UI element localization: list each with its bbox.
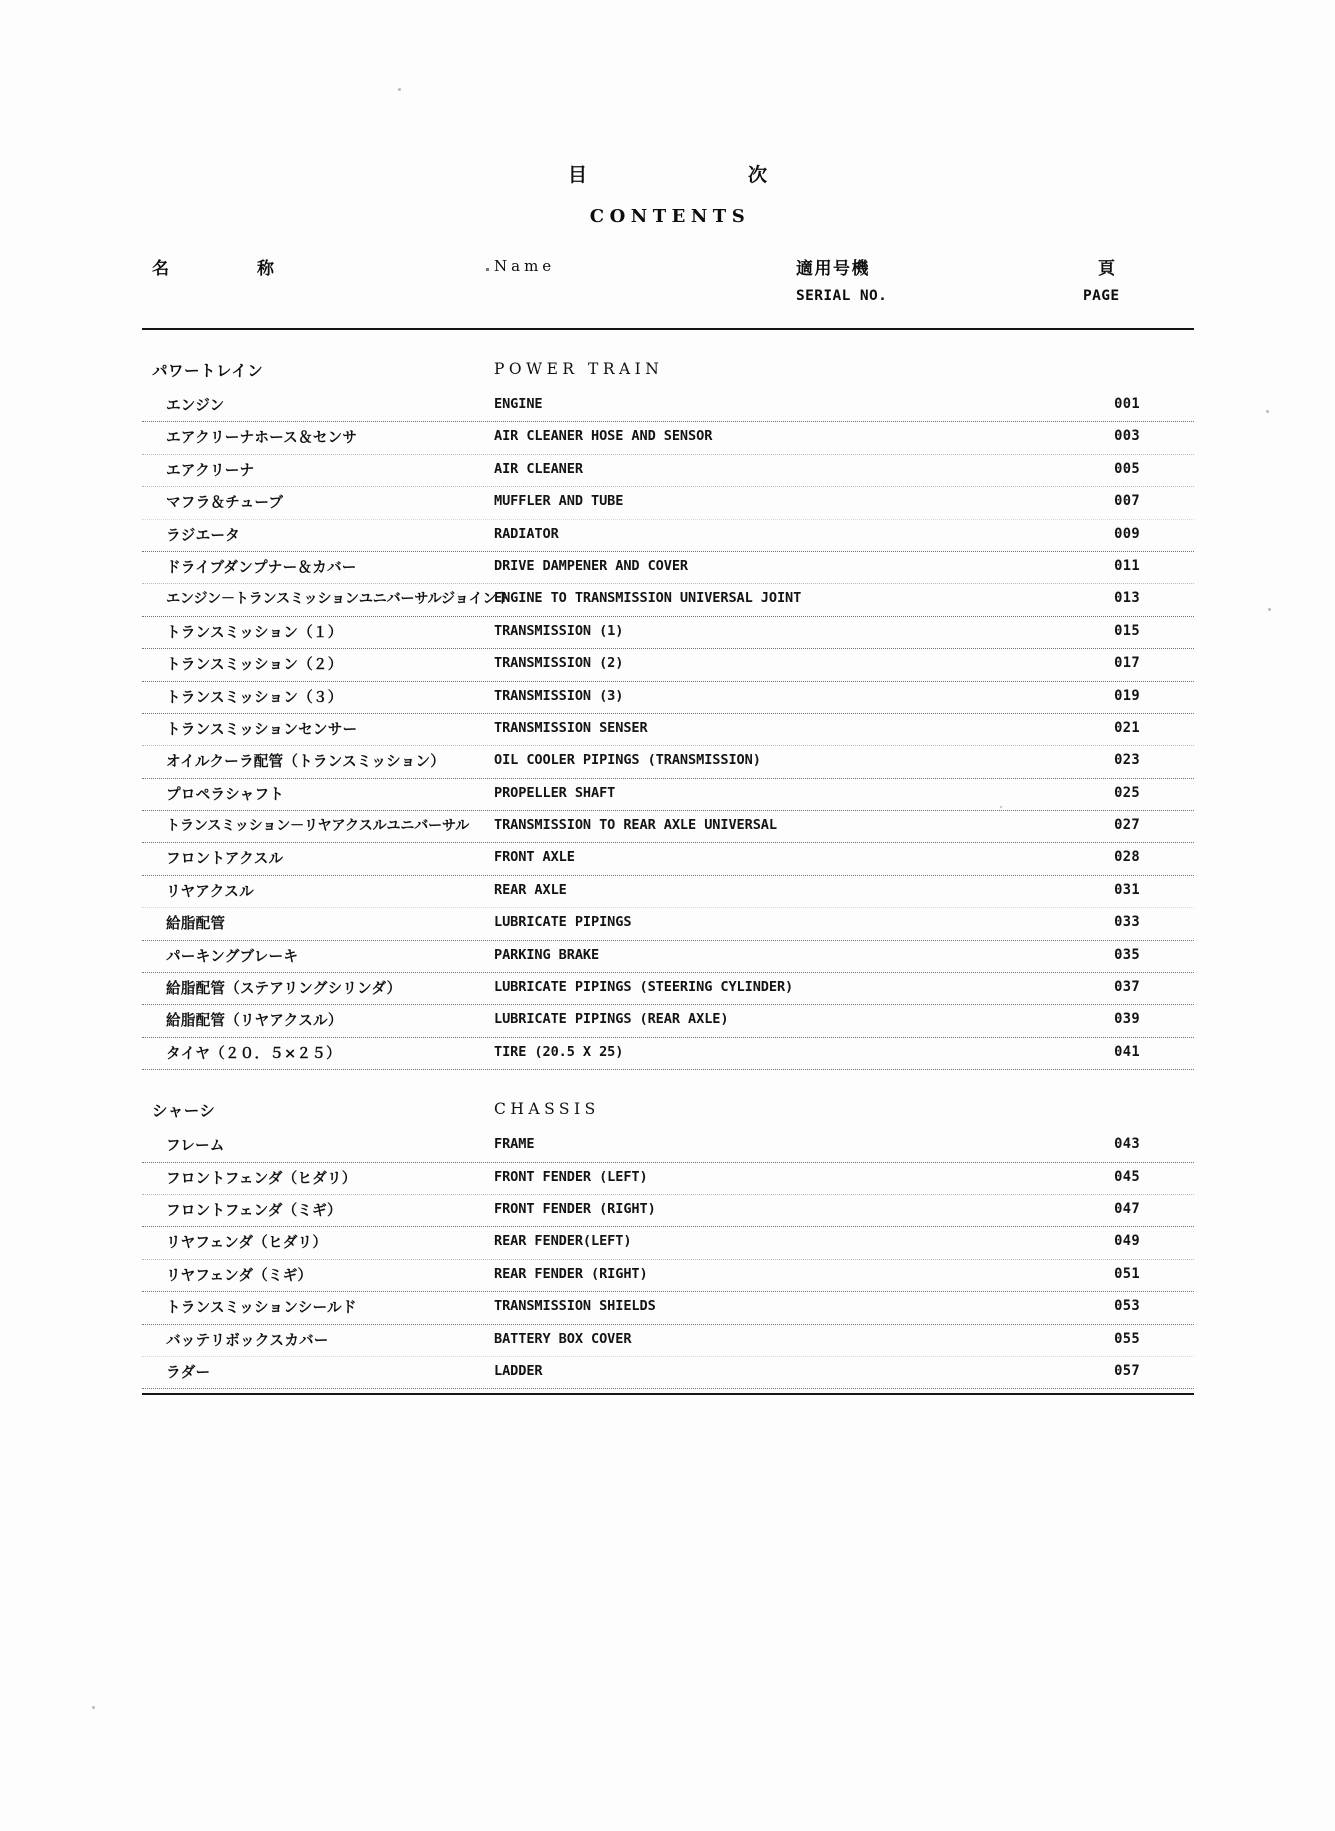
row-name-english: MUFFLER AND TUBE [494,493,624,510]
row-name-japanese: バッテリボックスカバー [166,1331,329,1349]
row-name-english: TRANSMISSION SHIELDS [494,1298,656,1315]
row-page-number: 045 [1114,1168,1140,1185]
column-header-name-english: Name [494,257,556,275]
row-name-english: FRONT FENDER (LEFT) [494,1168,648,1185]
section-chassis [142,1092,1194,1389]
row-page-number: 023 [1114,752,1140,769]
row-page-number: 037 [1114,979,1140,996]
row-name-english: RADIATOR [494,525,559,542]
row-name-english: BATTERY BOX COVER [494,1330,632,1347]
table-row[interactable] [142,617,1194,649]
row-name-japanese: トランスミッションシールド [166,1299,357,1317]
table-row[interactable] [142,552,1194,584]
row-page-number: 007 [1114,493,1140,510]
row-name-english: TRANSMISSION (1) [494,622,624,639]
table-row[interactable] [142,649,1194,681]
row-page-number: 039 [1114,1011,1140,1028]
row-name-japanese: 給脂配管（ステアリングシリンダ） [166,980,402,998]
table-row[interactable] [142,908,1194,940]
table-row[interactable] [142,1292,1194,1324]
table-row[interactable] [142,1005,1194,1037]
section-heading [142,352,1194,390]
row-name-japanese: リヤフェンダ（ミギ） [166,1266,313,1284]
row-name-japanese: ラジエータ [166,526,240,544]
row-name-japanese: フレーム [166,1137,225,1155]
row-page-number: 013 [1114,590,1140,607]
table-row[interactable] [142,876,1194,908]
table-row[interactable] [142,1038,1194,1070]
row-name-japanese: ラダー [166,1363,211,1381]
row-name-english: AIR CLEANER [494,460,583,477]
row-name-japanese: タイヤ（２０．５×２５） [166,1044,341,1062]
section-heading [142,1092,1194,1130]
row-page-number: 041 [1114,1043,1140,1060]
row-name-english: ENGINE TO TRANSMISSION UNIVERSAL JOINT [494,590,802,607]
table-row[interactable] [142,1260,1194,1292]
row-name-japanese: エンジン－トランスミッションユニバーサルジョイント [166,591,511,608]
section-power-train [142,352,1194,1070]
column-header-name-japanese: 名 称 [152,259,292,279]
row-name-japanese: フロントフェンダ（ヒダリ） [166,1169,357,1187]
scan-speckle [486,268,489,271]
row-name-english: LUBRICATE PIPINGS (STEERING CYLINDER) [494,979,794,996]
section-title-japanese: シャーシ [152,1102,216,1121]
row-page-number: 033 [1114,914,1140,931]
row-name-english: TRANSMISSION (2) [494,655,624,672]
scan-speckle [92,1706,95,1709]
row-name-japanese: トランスミッション（１） [166,623,343,641]
table-row[interactable] [142,1357,1194,1389]
row-name-japanese: 給脂配管（リヤアクスル） [166,1012,343,1030]
row-page-number: 055 [1114,1330,1140,1347]
section-rows [142,390,1194,1070]
row-page-number: 021 [1114,719,1140,736]
row-name-english: LADDER [494,1362,543,1379]
column-header-page-english: PAGE [1083,288,1120,304]
table-row[interactable] [142,973,1194,1005]
row-name-japanese: ドライブダンプナー＆カバー [166,558,357,576]
table-row[interactable] [142,487,1194,519]
row-page-number: 015 [1114,622,1140,639]
dotted-leader [142,1388,1194,1389]
table-row[interactable] [142,941,1194,973]
table-row[interactable] [142,746,1194,778]
row-page-number: 009 [1114,525,1140,542]
table-row[interactable] [142,843,1194,875]
page-title-english: CONTENTS [589,206,751,227]
table-row[interactable] [142,811,1194,843]
table-row[interactable] [142,455,1194,487]
row-name-english: REAR FENDER (RIGHT) [494,1265,648,1282]
table-row[interactable] [142,682,1194,714]
row-page-number: 017 [1114,655,1140,672]
row-name-english: TIRE (20.5 X 25) [494,1043,624,1060]
table-row[interactable] [142,520,1194,552]
row-name-english: OIL COOLER PIPINGS (TRANSMISSION) [494,752,761,769]
row-name-japanese: フロントフェンダ（ミギ） [166,1201,342,1219]
row-name-japanese: 給脂配管 [166,915,226,933]
row-name-english: FRONT FENDER (RIGHT) [494,1200,656,1217]
row-page-number: 005 [1114,460,1140,477]
column-header-serial-english: SERIAL NO. [796,288,888,304]
row-page-number: 031 [1114,881,1140,898]
row-name-english: TRANSMISSION (3) [494,687,624,704]
section-title-english: POWER TRAIN [494,360,664,378]
row-name-english: ENGINE [494,396,543,412]
row-page-number: 027 [1114,817,1140,834]
row-name-japanese: エアクリーナ [166,461,255,479]
section-title-english: CHASSIS [494,1100,600,1119]
row-name-english: REAR AXLE [494,881,567,898]
row-name-english: LUBRICATE PIPINGS [494,914,632,931]
row-name-japanese: パーキングブレーキ [166,947,299,965]
contents-table [142,248,1194,1395]
row-page-number: 011 [1114,557,1140,574]
section-title-japanese: パワートレイン [152,362,264,380]
table-row[interactable] [142,1163,1194,1195]
title-block [0,160,1335,227]
table-row[interactable] [142,1325,1194,1357]
row-name-japanese: トランスミッション－リヤアクスルユニバーサル [166,818,469,835]
row-name-japanese: エンジン [166,397,225,414]
row-page-number: 047 [1114,1200,1140,1217]
column-header-page-japanese: 頁 [1098,259,1115,279]
table-row[interactable] [142,714,1194,746]
row-name-english: LUBRICATE PIPINGS (REAR AXLE) [494,1011,729,1028]
row-name-english: DRIVE DAMPENER AND COVER [494,557,689,574]
dotted-leader [142,1069,1194,1070]
row-name-japanese: エアクリーナホース＆センサ [166,429,358,447]
table-row[interactable] [142,390,1194,422]
row-name-japanese: トランスミッションセンサー [166,720,358,738]
row-name-japanese: リヤフェンダ（ヒダリ） [166,1234,328,1252]
row-page-number: 019 [1114,687,1140,704]
row-page-number: 001 [1114,396,1140,412]
page-title-japanese: 目 次 [567,164,793,186]
row-name-japanese: マフラ＆チューブ [166,494,284,512]
row-page-number: 053 [1114,1298,1140,1315]
scan-speckle [1268,608,1271,611]
row-name-japanese: フロントアクスル [166,850,284,868]
table-row[interactable] [142,779,1194,811]
table-row[interactable] [142,1227,1194,1259]
row-name-english: TRANSMISSION SENSER [494,719,648,736]
row-page-number: 057 [1114,1362,1140,1379]
row-name-english: FRAME [494,1136,535,1153]
footer-divider-rule [142,1393,1194,1395]
column-header-serial-japanese: 適用号機 [796,259,870,279]
row-name-japanese: オイルクーラ配管（トランスミッション） [166,753,446,771]
row-page-number: 003 [1114,428,1140,445]
header-divider-rule [142,328,1194,330]
row-page-number: 043 [1114,1136,1140,1153]
table-row[interactable] [142,1195,1194,1227]
row-name-japanese: プロペラシャフト [166,785,285,803]
row-page-number: 051 [1114,1265,1140,1282]
row-name-english: PROPELLER SHAFT [494,784,616,801]
table-row[interactable] [142,422,1194,454]
table-row[interactable] [142,584,1194,616]
row-name-japanese: リヤアクスル [166,882,254,900]
row-name-english: REAR FENDER(LEFT) [494,1233,632,1250]
row-name-english: FRONT AXLE [494,849,575,866]
row-page-number: 025 [1114,784,1140,801]
table-row[interactable] [142,1130,1194,1162]
row-name-japanese: トランスミッション（２） [166,656,343,674]
row-name-japanese: トランスミッション（３） [166,688,343,706]
scan-speckle [1266,410,1269,413]
row-page-number: 049 [1114,1233,1140,1250]
row-name-english: PARKING BRAKE [494,946,600,963]
section-rows [142,1130,1194,1389]
row-name-english: AIR CLEANER HOSE AND SENSOR [494,428,713,445]
table-header [142,248,1194,326]
row-page-number: 035 [1114,946,1140,963]
row-page-number: 028 [1114,849,1140,866]
row-name-english: TRANSMISSION TO REAR AXLE UNIVERSAL [494,817,777,834]
